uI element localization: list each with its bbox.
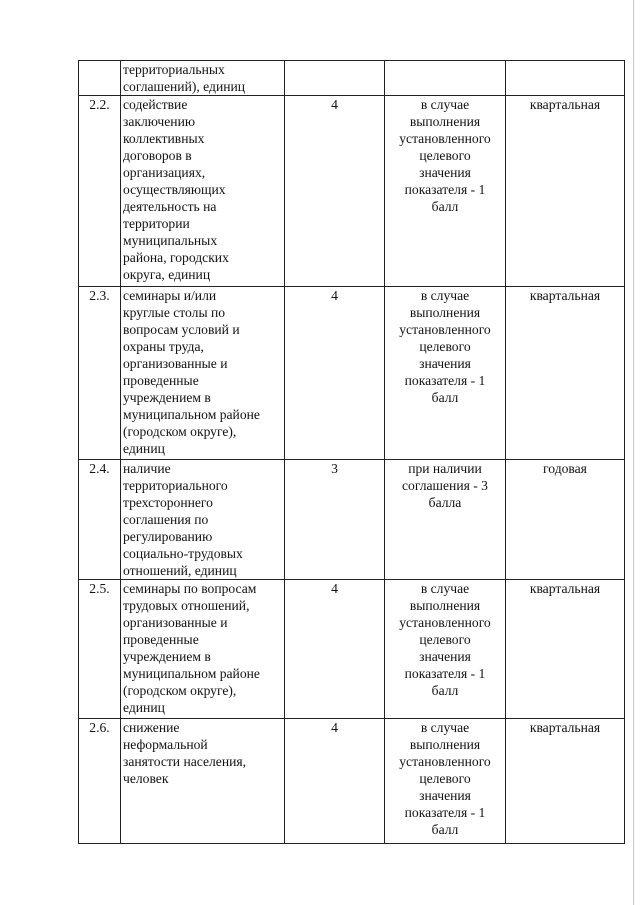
cell-num: 2.5. [79, 580, 121, 719]
cell-period: квартальная [506, 287, 625, 460]
cell-indicator-name [121, 96, 285, 287]
cell-num [79, 61, 121, 96]
condition-text: в случае выполнения установленного целевого значения показателя - 1 балл [399, 581, 491, 698]
cell-points: 3 [285, 460, 385, 580]
page-edge-line [633, 0, 634, 905]
cell-indicator-name [121, 61, 285, 96]
cell-period: годовая [506, 460, 625, 580]
cell-indicator-name [121, 580, 285, 719]
cell-condition [385, 61, 506, 96]
indicators-table [78, 60, 625, 844]
cell-period: квартальная [506, 719, 625, 844]
cell-period: квартальная [506, 96, 625, 287]
condition-text: в случае выполнения установленного целевого значения показателя - 1 балл [399, 288, 491, 405]
cell-indicator-name [121, 287, 285, 460]
cell-num: 2.4. [79, 460, 121, 580]
indicator-name-text: наличие территориального трехстороннего соглашения по регулированию социально-трудовых отношений, единиц [123, 461, 243, 578]
table-row [79, 96, 625, 287]
cell-condition [385, 719, 506, 844]
indicator-name-text: семинары и/или круглые столы по вопросам условий и охраны труда, организованные и проведенные учреждением в муниципальном районе (городском округе), единиц [123, 288, 260, 456]
cell-indicator-name [121, 460, 285, 580]
cell-num: 2.2. [79, 96, 121, 287]
cell-points: 4 [285, 287, 385, 460]
table-row [79, 580, 625, 719]
table-row-continuation [79, 61, 625, 96]
table-row [79, 719, 625, 844]
cell-condition [385, 580, 506, 719]
cell-period [506, 61, 625, 96]
cell-condition [385, 460, 506, 580]
condition-text: в случае выполнения установленного целевого значения показателя - 1 балл [399, 720, 491, 837]
condition-text: при наличии соглашения - 3 балла [402, 461, 488, 510]
cell-points: 4 [285, 580, 385, 719]
cell-num: 2.3. [79, 287, 121, 460]
condition-text: в случае выполнения установленного целевого значения показателя - 1 балл [399, 97, 491, 214]
cell-points [285, 61, 385, 96]
cell-points: 4 [285, 96, 385, 287]
indicator-name-text: семинары по вопросам трудовых отношений, организованные и проведенные учреждением в муниципальном районе (городском округе), единиц [123, 581, 260, 715]
cell-condition [385, 96, 506, 287]
indicator-name-text: содействие заключению коллективных договоров в организациях, осуществляющих деятельность на территории муниципальных района, городских округа, единиц [123, 97, 229, 282]
cell-points: 4 [285, 719, 385, 844]
cell-indicator-name [121, 719, 285, 844]
cell-num: 2.6. [79, 719, 121, 844]
cell-period: квартальная [506, 580, 625, 719]
indicator-name-text: территориальных соглашений), единиц [123, 62, 246, 94]
cell-condition [385, 287, 506, 460]
indicator-name-text: снижение неформальной занятости населения, человек [123, 720, 247, 786]
table-row [79, 460, 625, 580]
table-row [79, 287, 625, 460]
